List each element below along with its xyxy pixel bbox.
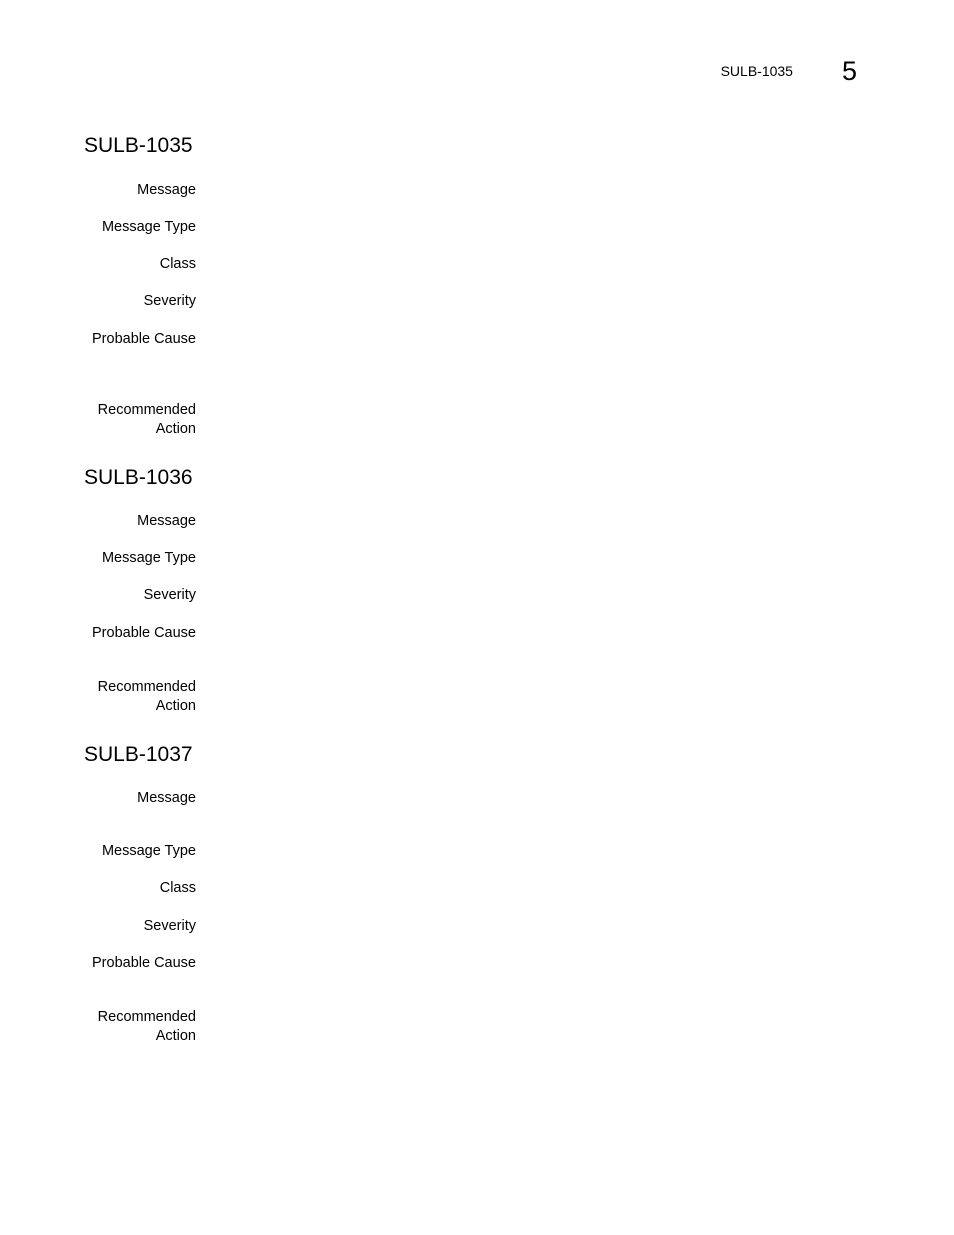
running-title: SULB-1035 [720,63,793,79]
section-heading: SULB-1035 [84,134,193,157]
chapter-number: 5 [841,55,857,86]
field-label-severity: Severity [143,587,196,603]
field-label-recommended: Recommended [97,402,196,418]
field-label-probable-cause: Probable Cause [92,331,196,347]
field-label-message-type: Message Type [101,219,196,235]
field-label-message: Message [137,513,196,529]
field-label-message-type: Message Type [101,843,196,859]
field-label-message: Message [137,182,196,198]
field-label-action: Action [155,1028,196,1044]
section-sulb-1035 [84,134,864,437]
field-label-severity: Severity [143,293,196,309]
section-sulb-1036 [84,466,864,714]
field-label-class: Class [159,256,196,272]
field-label-action: Action [155,421,196,437]
field-label-probable-cause: Probable Cause [92,955,196,971]
field-label-message: Message [137,790,196,806]
field-label-probable-cause: Probable Cause [92,625,196,641]
section-heading: SULB-1036 [84,466,193,489]
field-label-recommended: Recommended [97,1009,196,1025]
field-label-severity: Severity [143,918,196,934]
field-label-recommended: Recommended [97,679,196,695]
running-header [721,56,857,86]
field-label-message-type: Message Type [101,550,196,566]
section-heading: SULB-1037 [84,743,193,766]
field-label-class: Class [159,880,196,896]
field-label-action: Action [155,698,196,714]
section-sulb-1037 [84,743,864,1044]
